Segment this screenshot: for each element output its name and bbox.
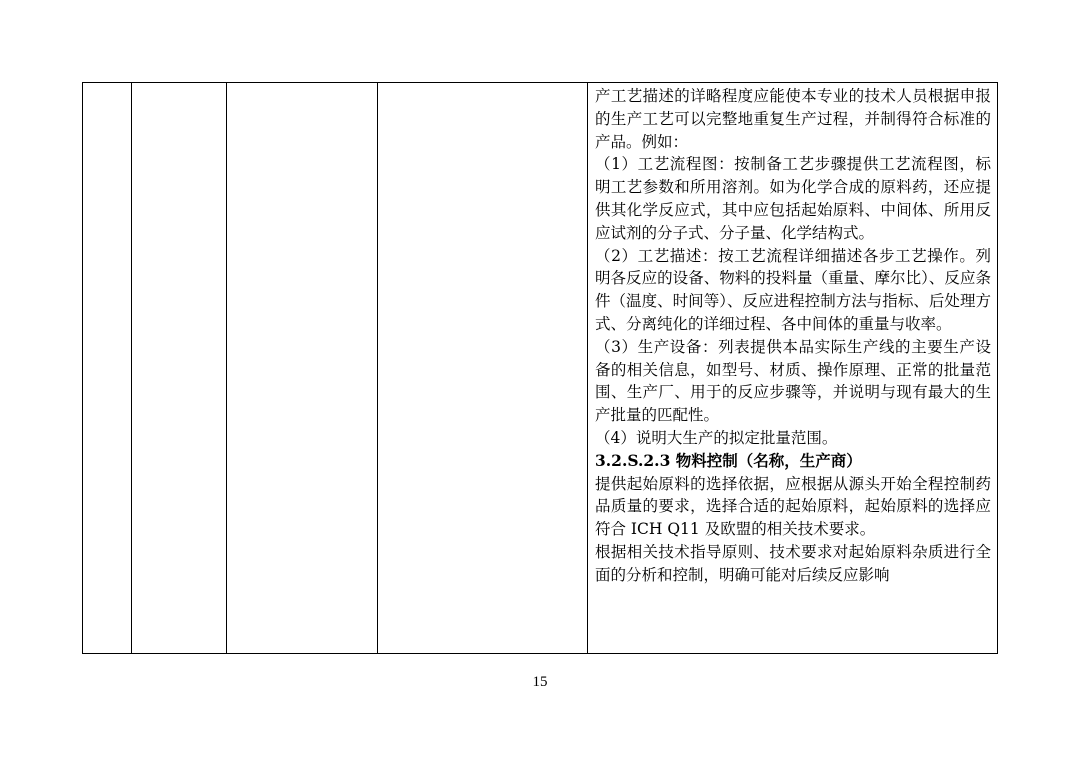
- paragraph: 产工艺描述的详略程度应能使本专业的技术人员根据申报的生产工艺可以完整地重复生产过程，并制得符合标准的产品。例如：: [595, 87, 991, 151]
- document-table: [82, 82, 998, 654]
- empty-cell-4: [378, 83, 588, 654]
- page-number: 15: [532, 674, 548, 690]
- paragraph: （1）工艺流程图：按制备工艺步骤提供工艺流程图，标明工艺参数和所用溶剂。如为化学合成的原料药，还应提供其化学反应式，其中应包括起始原料、中间体、所用反应试剂的分子式、分子量、化学结构式。: [595, 155, 991, 242]
- paragraph: （4）说明大生产的拟定批量范围。: [595, 428, 838, 447]
- paragraph-list: [595, 85, 991, 587]
- content-cell: [588, 83, 998, 654]
- table-row: [83, 83, 998, 654]
- paragraph: 根据相关技术指导原则、技术要求对起始原料杂质进行全面的分析和控制，明确可能对后续反应影响: [595, 542, 991, 584]
- paragraph: 提供起始原料的选择依据，应根据从源头开始全程控制药品质量的要求，选择合适的起始原料，起始原料的选择应符合 ICH Q11 及欧盟的相关技术要求。: [595, 474, 991, 539]
- empty-cell-2: [132, 83, 227, 654]
- empty-cell-1: [83, 83, 132, 654]
- paragraph: （2）工艺描述：按工艺流程详细描述各步工艺操作。列明各反应的设备、物料的投料量（重量、摩尔比）、反应条件（温度、时间等）、反应进程控制方法与指标、后处理方式、分离纯化的详细过程、各中间体的重量与收率。: [595, 246, 991, 333]
- empty-cell-3: [227, 83, 378, 654]
- section-heading: 3.2.S.2.3 物料控制（名称，生产商）: [595, 450, 862, 470]
- paragraph: （3）生产设备：列表提供本品实际生产线的主要生产设备的相关信息，如型号、材质、操作原理、正常的批量范围、生产厂、用于的反应步骤等，并说明与现有最大的生产批量的匹配性。: [595, 337, 991, 425]
